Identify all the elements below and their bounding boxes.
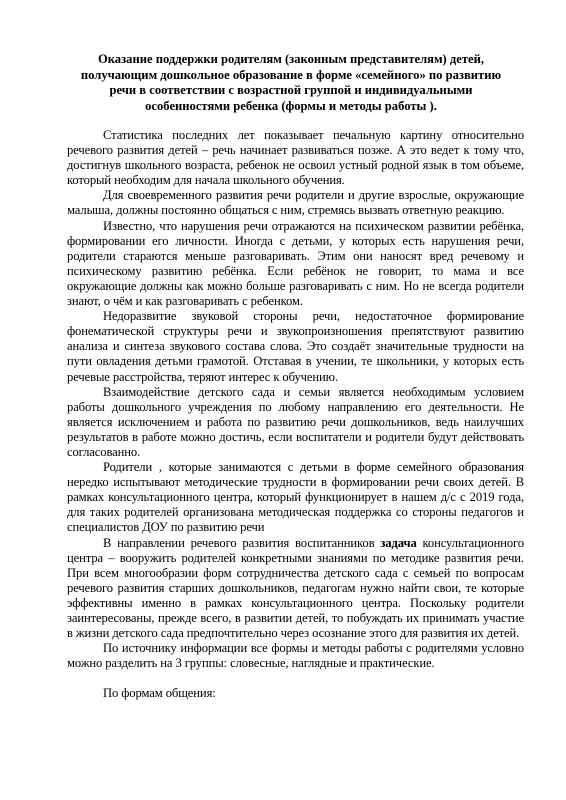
paragraph: Недоразвитие звуковой стороны речи, недостаточное формирование фонематической структуры речи и звукопроизношения препятствуют развитию анализа и синтеза звукового состава слова. Это создаёт значительные трудности на пути овладения детьми грамотой. Отставая в учении, те школьники, у которых есть речевые расстройства, теряют интерес к обучению. [67,309,524,384]
paragraph: По источнику информации все формы и методы работы с родителями условно можно разделить на 3 группы: словесные, наглядные и практические. [67,641,524,671]
bold-keyword: задача [380,535,417,550]
paragraph: Известно, что нарушения речи отражаются на психическом развитии ребёнка, формировании его личности. Иногда с детьми, у которых есть нарушения речи, родители стараются меньше разговаривать. Этим они наносят вред речевому и психическому развитию ребёнка. Если ребёнок не говорит, то мама и все окружающие должны как можно больше разговаривать с ним. Но не всегда родители знают, о чём и как разговаривать с ребенком. [67,218,524,309]
section-lead: По формам общения: [103,686,216,701]
document-title [68,52,514,114]
title-line: Оказание поддержки родителям (законным представителям) детей, [97,52,485,66]
paragraph [67,536,524,642]
paragraph: Для своевременного развития речи родители и другие взрослые, окружающие малыша, должны постоянно общаться с ним, стремясь вызвать ответную реакцию. [67,188,524,218]
title-line: речи в соответствии с возрастной группой и индивидуальными [109,83,473,98]
title-line: особенностями ребенка (формы и методы работы ). [145,98,437,113]
paragraph-text: консультационного центра – вооружить родителей конкретными знаниями по методике развития речи. При всем многообразии форм сотрудничества детского сада с семьей по вопросам речевого развития старших дошкольников, педагогам нужно найти свои, те которые эффективны именно в рамках консультационного центра. Поскольку родители заинтересованы, прежде всего, в развитии детей, то побуждать их принимать участие в жизни детского сада предпочтительно через осознание этого для развития их детей. [67,535,525,641]
paragraph: Статистика последних лет показывает печальную картину относительно речевого развития детей – речь начинает развиваться позже. А это ведет к тому что, достигнув школьного возраста, ребенок не освоил устный родной язык в том объеме, который необходим для начала школьного обучения. [67,128,524,188]
blank-line [67,671,524,686]
paragraph-text: В направлении речевого развития воспитанников [103,535,381,550]
title-line: получающим дошкольное образование в форме «семейного» по развитию [80,67,502,82]
paragraph: Родители , которые занимаются с детьми в форме семейного образования нередко испытывают методические трудности в формировании речи своих детей. В рамках консультационного центра, который функционирует в нашем д/с с 2019 года, для таких родителей организована методическая поддержка со стороны педагогов и специалистов ДОУ по развитию речи [67,460,524,535]
paragraph: Взаимодействие детского сада и семьи является необходимым условием работы дошкольного учреждения по любому направлению его деятельности. Не является исключением и работа по развитию речи дошкольников, ведь наилучших результатов в работе можно достичь, если воспитатели и родители будут действовать согласованно. [67,384,524,459]
document-body [67,128,524,702]
